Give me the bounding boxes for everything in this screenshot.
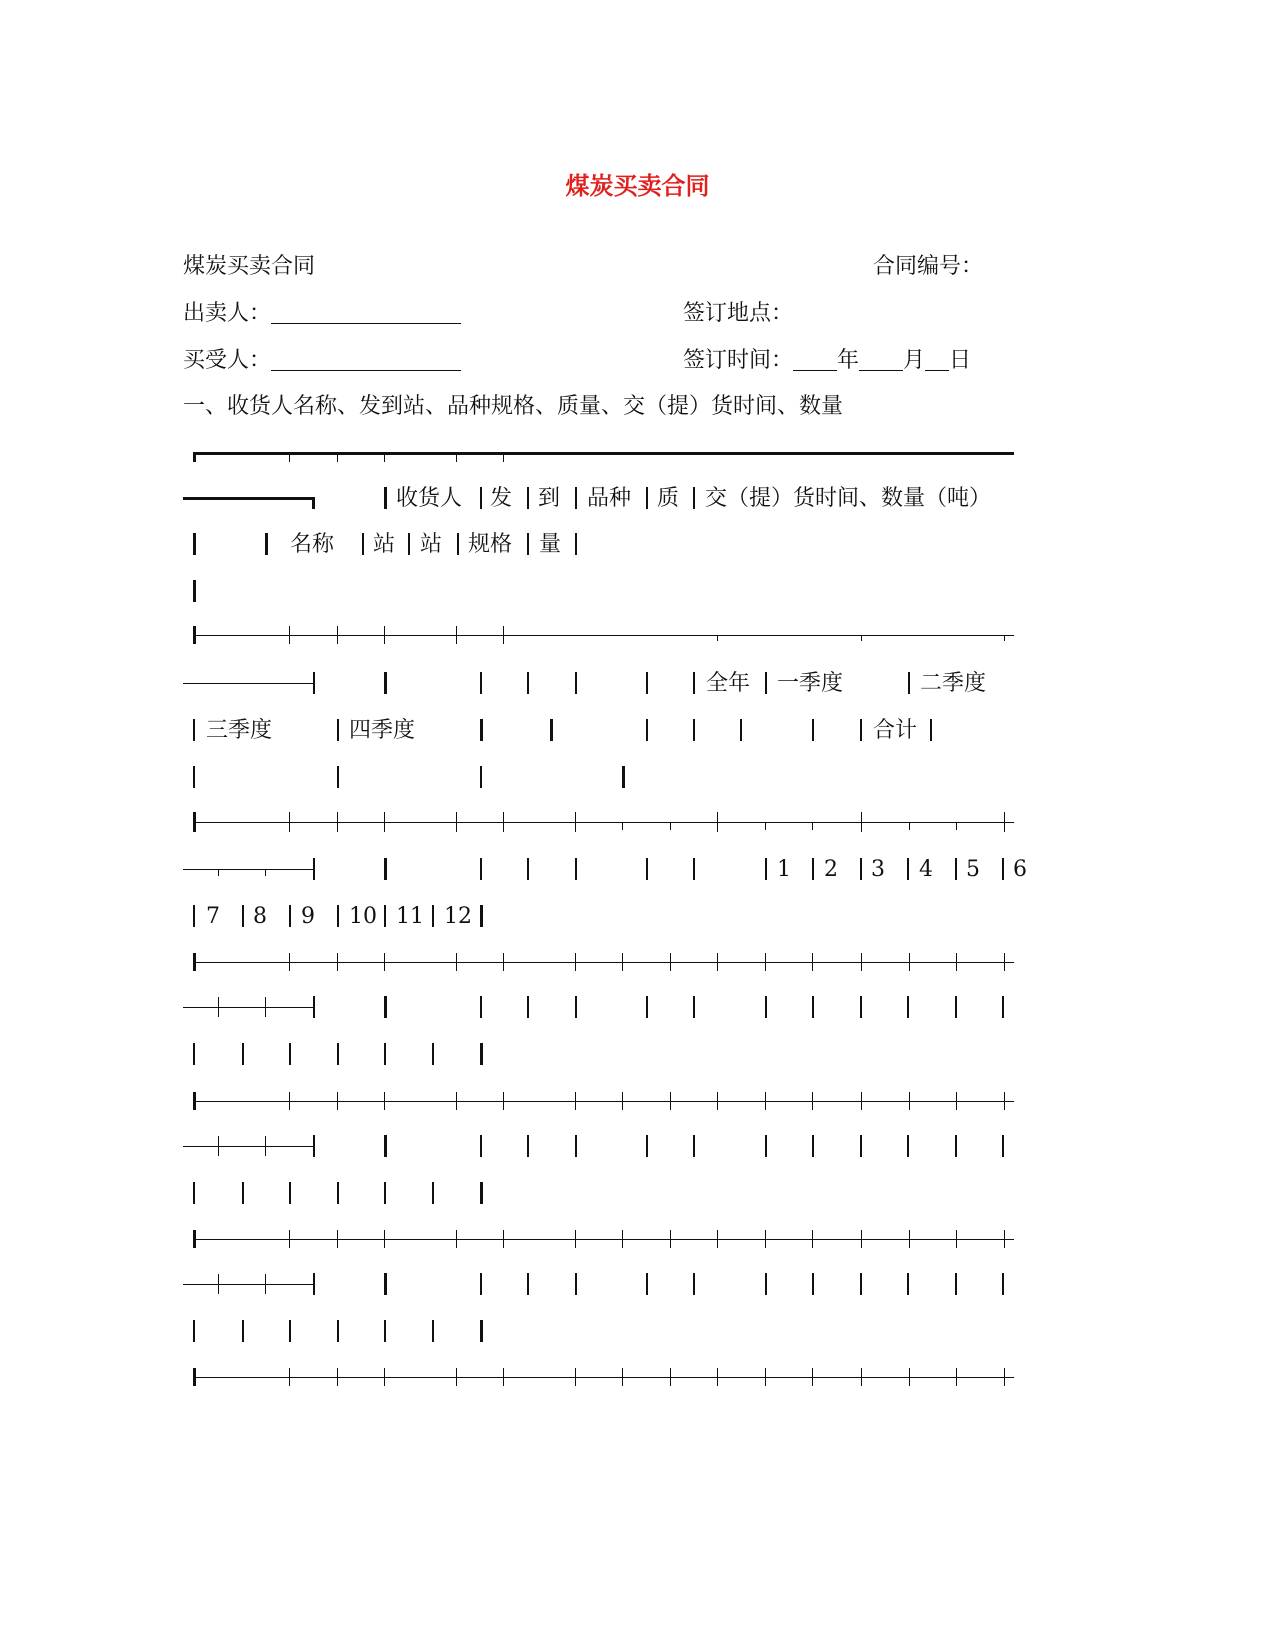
header-consignee: 收货人 [396,486,463,511]
separator-tick [289,953,290,971]
cell-bar [527,1135,529,1157]
cell-bar [242,1320,244,1342]
cell-bar [480,1043,483,1065]
cell-bar [955,996,957,1018]
month-10: 10 [349,904,377,929]
cell-bar [289,1182,291,1204]
cell-bar [860,1135,862,1157]
separator-tick [456,953,457,971]
row-tick [313,1135,315,1157]
sign-time-label: 签订时间： [683,348,794,373]
cell-bar [907,1273,909,1295]
cell-bar [527,1273,529,1295]
month-9: 9 [301,904,315,929]
cell-bar [289,1043,291,1065]
separator-tick [717,953,718,971]
cell-bar [242,1182,244,1204]
cell-bar [384,1182,386,1204]
month-1: 1 [777,857,791,882]
row-tick [218,1136,219,1156]
cell-bar [480,1182,483,1204]
separator-tick [622,1230,623,1248]
row-separator [193,1101,1014,1102]
row-tick [313,996,315,1018]
header-name: 名称 [290,532,335,557]
cell-bar [646,1273,648,1295]
separator-tick [812,1230,813,1248]
row-separator [193,962,1014,963]
header-q3: 三季度 [206,718,273,743]
document-title: 煤炭买卖合同 [565,172,710,200]
cell-bar [337,1320,339,1342]
separator-tick [456,1230,457,1248]
row-tick [218,997,219,1017]
cell-bar [812,1135,814,1157]
month-label: 月 [903,348,926,373]
separator-tick [909,1368,910,1386]
row-tick [313,1273,315,1295]
separator-tick [575,953,576,971]
separator-tick [193,953,196,971]
header-quality-2: 量 [539,532,562,557]
cell-bar [384,996,387,1018]
buyer-label: 买受人： [183,348,272,373]
cell-bar [480,1135,482,1157]
separator-tick [575,1368,576,1386]
cell-bar [575,996,577,1018]
header-q4: 四季度 [349,718,416,743]
separator-tick [812,1092,813,1110]
table-top-border [193,452,1014,455]
header-quality-1: 质 [657,486,680,511]
separator-tick [622,953,623,971]
separator-tick [289,1230,290,1248]
header-variety: 品种 [587,486,632,511]
separator-tick [717,1230,718,1248]
row-rule [183,1284,313,1285]
contract-number-label: 合同编号： [873,254,984,279]
cell-bar [860,1273,862,1295]
row-separator [193,1377,1014,1378]
header-q1: 一季度 [777,671,844,696]
month-2: 2 [824,857,838,882]
separator-tick [765,1368,766,1386]
cell-bar [480,1320,483,1342]
cell-bar [955,1135,957,1157]
month-11: 11 [396,904,424,929]
month-6: 6 [1013,857,1027,882]
buyer-row [183,346,461,376]
separator-tick [384,1230,385,1248]
cell-bar [480,1273,482,1295]
cell-bar [575,1273,577,1295]
sign-time-row [683,346,971,376]
cell-bar [289,1320,291,1342]
separator-tick [337,1092,338,1110]
separator-tick [909,1092,910,1110]
separator-tick [289,1368,290,1386]
month-4: 4 [919,857,933,882]
separator-tick [1004,1230,1005,1248]
row-rule [183,1146,313,1147]
header-station-1: 站 [373,532,396,557]
month-5: 5 [966,857,980,882]
cell-bar [646,1135,648,1157]
separator-tick [384,953,385,971]
cell-bar [907,996,909,1018]
separator-tick [1004,1092,1005,1110]
cell-bar [384,1320,386,1342]
separator-tick [812,1368,813,1386]
cell-bar [384,1273,387,1295]
header-arrive: 到 [538,486,561,511]
year-blank[interactable] [793,348,837,371]
separator-tick [384,1092,385,1110]
row-tick [218,1274,219,1294]
year-label: 年 [837,348,860,373]
month-3: 3 [871,857,885,882]
header-station-2: 站 [420,532,443,557]
cell-bar [384,1043,386,1065]
section-1-heading: 一、收货人名称、发到站、品种规格、质量、交（提）货时间、数量 [183,394,844,419]
cell-bar [242,1043,244,1065]
cell-bar [812,996,814,1018]
header-full-year: 全年 [706,671,751,696]
cell-bar [812,1273,814,1295]
cell-bar [646,996,648,1018]
contract-name: 煤炭买卖合同 [183,254,316,279]
separator-tick [456,1368,457,1386]
separator-tick [503,1230,504,1248]
cell-bar [432,1043,434,1065]
separator-tick [670,1368,671,1386]
separator-tick [1004,953,1005,971]
cell-bar [765,996,767,1018]
separator-tick [765,1230,766,1248]
cell-bar [384,1135,387,1157]
header-spec: 规格 [468,532,513,557]
cell-bar [527,996,529,1018]
row-tick [265,1136,266,1156]
separator-tick [503,1092,504,1110]
seller-label: 出卖人： [183,301,272,326]
separator-tick [337,1230,338,1248]
cell-bar [693,1135,695,1157]
day-blank[interactable] [925,348,949,371]
row-tick [265,1274,266,1294]
cell-bar [693,1273,695,1295]
cell-bar [480,996,482,1018]
separator-tick [956,953,957,971]
seller-row [183,299,461,329]
separator-tick [456,1092,457,1110]
cell-bar [1002,1273,1004,1295]
row-tick [265,997,266,1017]
cell-bar [193,1182,195,1204]
separator-tick [503,953,504,971]
separator-tick [670,1092,671,1110]
cell-bar [193,1043,195,1065]
separator-tick [909,953,910,971]
cell-bar [337,1043,339,1065]
cell-bar [1002,1135,1004,1157]
header-dispatch: 发 [490,486,513,511]
separator-tick [861,953,862,971]
header-delivery-qty: 交（提）货时间、数量（吨） [705,486,992,511]
separator-tick [765,1092,766,1110]
separator-tick [1004,1368,1005,1386]
separator-tick [956,1092,957,1110]
cell-bar [693,996,695,1018]
separator-tick [861,1092,862,1110]
cell-bar [765,1273,767,1295]
separator-tick [861,1368,862,1386]
separator-tick [193,1092,196,1110]
month-blank[interactable] [859,348,903,371]
separator-tick [956,1230,957,1248]
separator-tick [909,1230,910,1248]
cell-bar [337,1182,339,1204]
separator-tick [575,1092,576,1110]
separator-tick [193,1368,196,1386]
separator-tick [337,953,338,971]
separator-tick [717,1092,718,1110]
separator-tick [670,1230,671,1248]
cell-bar [765,1135,767,1157]
cell-bar [907,1135,909,1157]
separator-tick [503,1368,504,1386]
separator-tick [765,953,766,971]
cell-bar [955,1273,957,1295]
separator-tick [956,1368,957,1386]
cell-bar [193,1320,195,1342]
separator-tick [289,1092,290,1110]
cell-bar [1002,996,1004,1018]
separator-tick [575,1230,576,1248]
cell-bar [860,996,862,1018]
month-8: 8 [253,904,267,929]
day-label: 日 [949,348,972,373]
cell-bar [432,1320,434,1342]
separator-tick [337,1368,338,1386]
separator-tick [812,953,813,971]
cell-bar [575,1135,577,1157]
separator-tick [861,1230,862,1248]
cell-bar [432,1182,434,1204]
separator-tick [622,1092,623,1110]
row-separator [193,1239,1014,1240]
separator-tick [717,1368,718,1386]
separator-tick [622,1368,623,1386]
row-rule [183,1007,313,1008]
sign-place-label: 签订地点： [683,301,794,326]
month-7: 7 [206,904,220,929]
separator-tick [193,1230,196,1248]
separator-tick [670,953,671,971]
buyer-blank[interactable] [271,348,461,371]
separator-tick [384,1368,385,1386]
month-12: 12 [444,904,472,929]
header-total: 合计 [873,718,918,743]
header-q2: 二季度 [920,671,987,696]
seller-blank[interactable] [271,301,461,324]
